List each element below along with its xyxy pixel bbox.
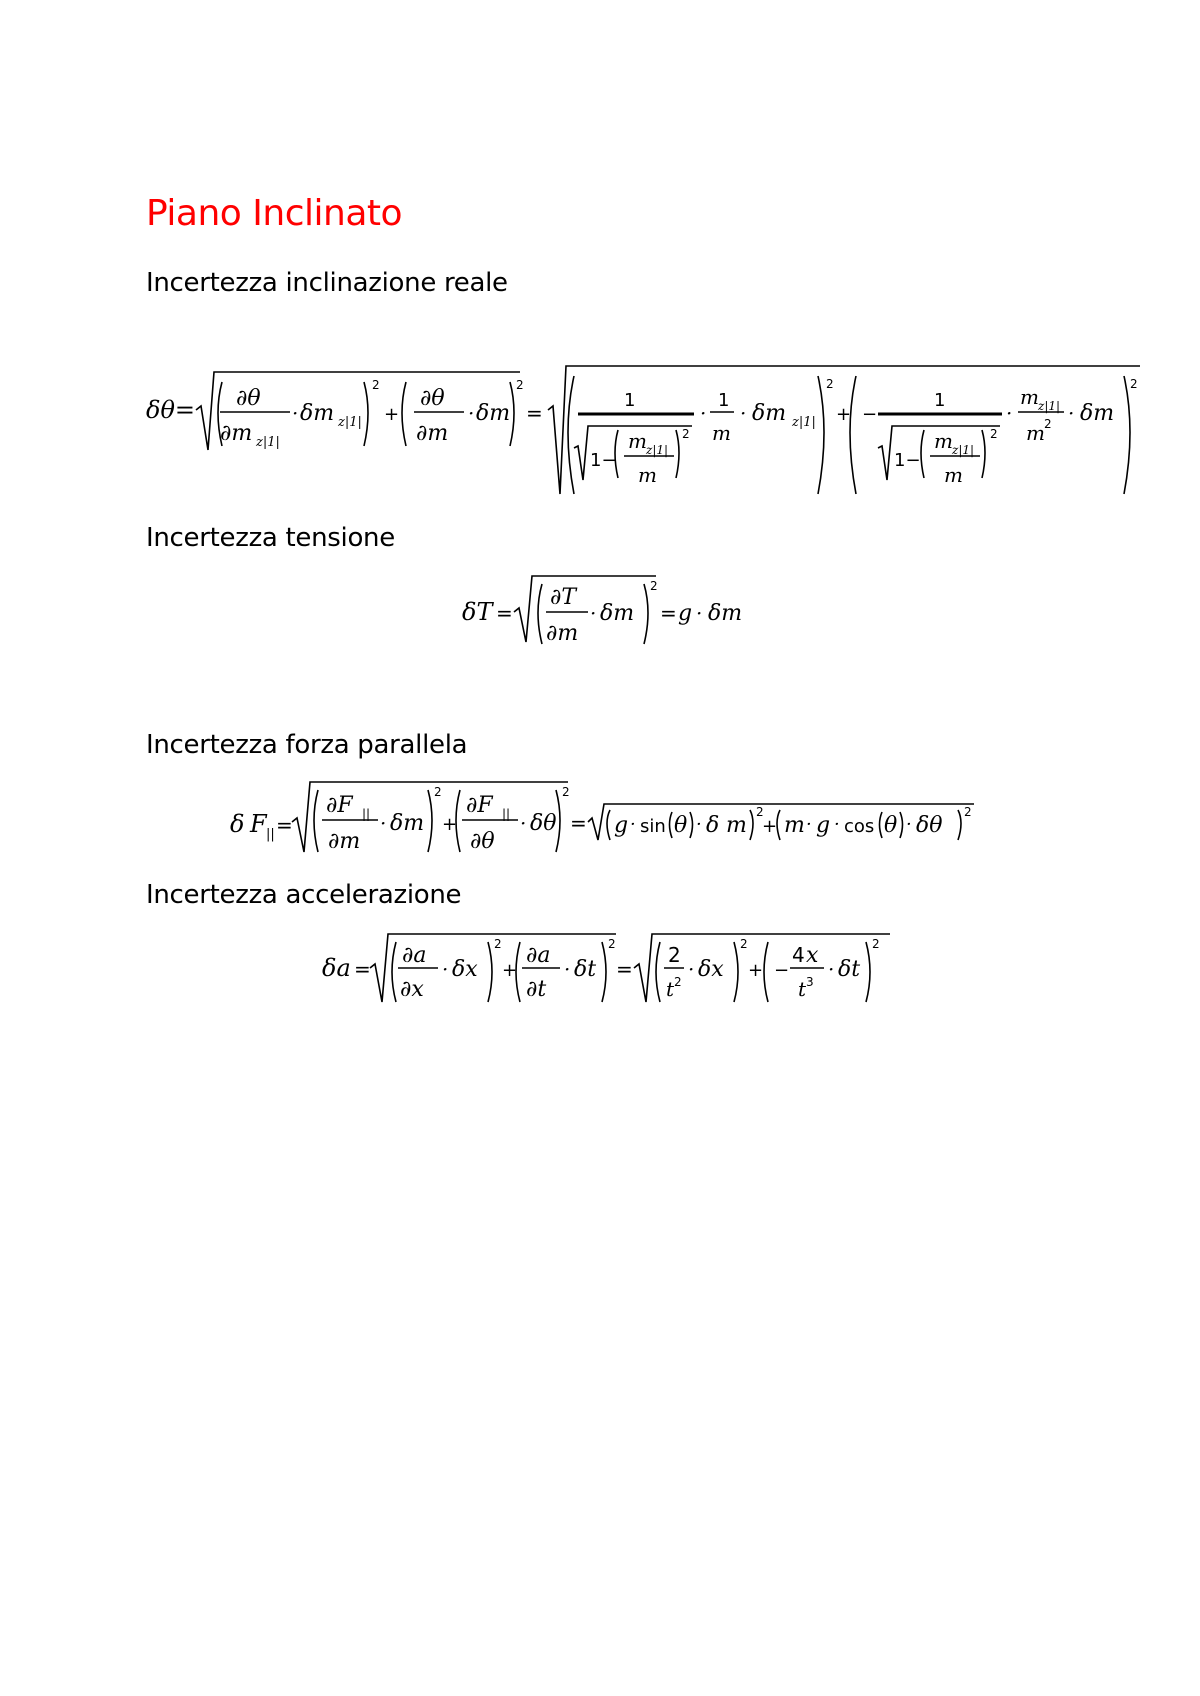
svg-text:2: 2 — [494, 937, 502, 951]
section-heading-accelerazione: Incertezza accelerazione — [146, 880, 462, 910]
svg-text:·: · — [292, 401, 299, 425]
svg-text:∂F: ∂F — [326, 793, 353, 818]
svg-text:+: + — [384, 404, 400, 425]
svg-text:δ: δ — [230, 810, 245, 838]
svg-text:sin: sin — [640, 816, 666, 837]
svg-text:δθ=: δθ= — [146, 396, 196, 424]
svg-text:2: 2 — [990, 427, 998, 441]
svg-text:·: · — [688, 957, 695, 981]
svg-text:·: · — [380, 811, 387, 835]
svg-text:z|1|: z|1| — [792, 415, 816, 430]
section-heading-tensione: Incertezza tensione — [146, 523, 395, 553]
svg-text:m: m — [1026, 421, 1045, 445]
svg-text:m: m — [712, 421, 731, 445]
svg-text:·: · — [468, 401, 475, 425]
svg-text:·: · — [828, 957, 835, 981]
svg-text:=: = — [496, 601, 513, 625]
svg-text:2: 2 — [756, 805, 764, 819]
svg-text:z|1|: z|1| — [338, 415, 362, 430]
svg-text:·: · — [696, 814, 702, 835]
svg-text:1−: 1− — [894, 450, 921, 471]
svg-text:2: 2 — [1044, 417, 1052, 431]
svg-text:2: 2 — [826, 377, 834, 391]
svg-text:δθ: δθ — [916, 813, 943, 838]
svg-text:·: · — [906, 814, 912, 835]
svg-text:3: 3 — [806, 975, 814, 989]
svg-text:4: 4 — [792, 943, 805, 967]
svg-text:1−: 1− — [590, 450, 617, 471]
svg-text:||: || — [502, 807, 511, 821]
svg-text:g: g — [678, 601, 693, 626]
svg-text:+: + — [836, 404, 852, 425]
svg-text:δm: δm — [600, 601, 635, 626]
svg-text:∂t: ∂t — [526, 977, 547, 1002]
svg-text:z|1|: z|1| — [1038, 399, 1061, 413]
svg-text:δt: δt — [838, 957, 861, 982]
svg-text:2: 2 — [516, 378, 524, 392]
svg-text:+: + — [748, 960, 764, 981]
svg-text:δm: δm — [708, 601, 743, 626]
svg-text:2: 2 — [650, 579, 658, 593]
svg-text:·: · — [1006, 401, 1013, 425]
svg-text:1: 1 — [624, 390, 636, 411]
svg-text:cos: cos — [844, 816, 875, 837]
svg-text:∂m: ∂m — [220, 421, 253, 446]
svg-text:2: 2 — [372, 378, 380, 392]
svg-text:t: t — [798, 977, 807, 1001]
svg-text:δm: δm — [300, 401, 335, 426]
svg-text:δx: δx — [698, 957, 724, 982]
svg-text:||: || — [266, 827, 275, 842]
svg-text:θ: θ — [674, 813, 688, 838]
svg-text:1: 1 — [934, 390, 946, 411]
svg-text:2: 2 — [674, 975, 682, 989]
svg-text:z|1|: z|1| — [256, 435, 280, 450]
svg-text:m: m — [1020, 385, 1039, 409]
svg-text:+: + — [502, 960, 518, 981]
svg-text:·: · — [630, 814, 636, 835]
svg-text:∂θ: ∂θ — [420, 386, 445, 411]
svg-text:∂F: ∂F — [466, 793, 493, 818]
svg-text:·: · — [806, 814, 812, 835]
svg-text:δθ: δθ — [530, 811, 557, 836]
svg-text:z|1|: z|1| — [646, 443, 669, 457]
svg-text:2: 2 — [872, 937, 880, 951]
svg-text:m: m — [934, 429, 953, 453]
svg-text:2: 2 — [1130, 377, 1138, 391]
svg-text:+: + — [442, 814, 458, 835]
svg-text:θ: θ — [884, 813, 898, 838]
svg-text:m: m — [784, 813, 805, 838]
svg-text:=: = — [616, 957, 633, 981]
page-title: Piano Inclinato — [146, 193, 403, 234]
svg-text:·: · — [740, 401, 747, 425]
section-heading-forza-parallela: Incertezza forza parallela — [146, 730, 468, 760]
svg-text:g: g — [614, 813, 629, 838]
svg-text:F: F — [250, 810, 267, 838]
svg-text:t: t — [666, 977, 675, 1001]
svg-text:m: m — [944, 463, 963, 487]
svg-text:δx: δx — [452, 957, 478, 982]
svg-text:2: 2 — [608, 937, 616, 951]
svg-text:2: 2 — [682, 427, 690, 441]
svg-text:+: + — [762, 816, 778, 837]
svg-text:·: · — [696, 601, 703, 625]
svg-text:g: g — [816, 813, 831, 838]
svg-text:=: = — [570, 811, 587, 835]
svg-text:∂m: ∂m — [328, 829, 361, 854]
svg-text:−: − — [774, 960, 790, 981]
svg-text:δt: δt — [574, 957, 597, 982]
svg-text:2: 2 — [740, 937, 748, 951]
svg-text:2: 2 — [668, 943, 681, 967]
svg-text:2: 2 — [964, 805, 972, 819]
svg-text:·: · — [590, 601, 597, 625]
svg-text:·: · — [1068, 401, 1075, 425]
svg-text:δ: δ — [706, 813, 720, 838]
svg-text:||: || — [362, 807, 371, 821]
svg-text:δm: δm — [752, 401, 787, 426]
svg-text:z|1|: z|1| — [952, 443, 975, 457]
svg-text:=: = — [276, 813, 293, 837]
svg-text:∂θ: ∂θ — [236, 386, 261, 411]
svg-text:δa: δa — [322, 954, 351, 982]
svg-text:2: 2 — [562, 785, 570, 799]
svg-text:m: m — [628, 429, 647, 453]
svg-text:=: = — [660, 601, 677, 625]
svg-text:·: · — [834, 814, 840, 835]
svg-text:∂a: ∂a — [402, 943, 427, 968]
svg-text:δT: δT — [462, 598, 493, 626]
svg-text:x: x — [806, 943, 819, 968]
svg-text:∂a: ∂a — [526, 943, 551, 968]
section-heading-inclinazione: Incertezza inclinazione reale — [146, 268, 508, 298]
svg-text:∂x: ∂x — [400, 977, 424, 1002]
svg-text:·: · — [564, 957, 571, 981]
svg-text:m: m — [726, 813, 747, 838]
svg-text:∂m: ∂m — [546, 621, 579, 646]
svg-text:δm: δm — [1080, 401, 1115, 426]
svg-text:·: · — [700, 401, 707, 425]
svg-text:m: m — [638, 463, 657, 487]
svg-text:=: = — [354, 957, 371, 981]
svg-text:δm: δm — [476, 401, 511, 426]
svg-text:·: · — [442, 957, 449, 981]
svg-text:2: 2 — [434, 785, 442, 799]
svg-text:·: · — [520, 811, 527, 835]
svg-text:∂θ: ∂θ — [470, 829, 495, 854]
svg-text:=: = — [526, 401, 543, 425]
svg-text:∂T: ∂T — [550, 585, 577, 610]
svg-text:∂m: ∂m — [416, 421, 449, 446]
svg-text:δm: δm — [390, 811, 425, 836]
svg-text:1: 1 — [718, 390, 730, 411]
svg-text:−: − — [862, 404, 878, 425]
